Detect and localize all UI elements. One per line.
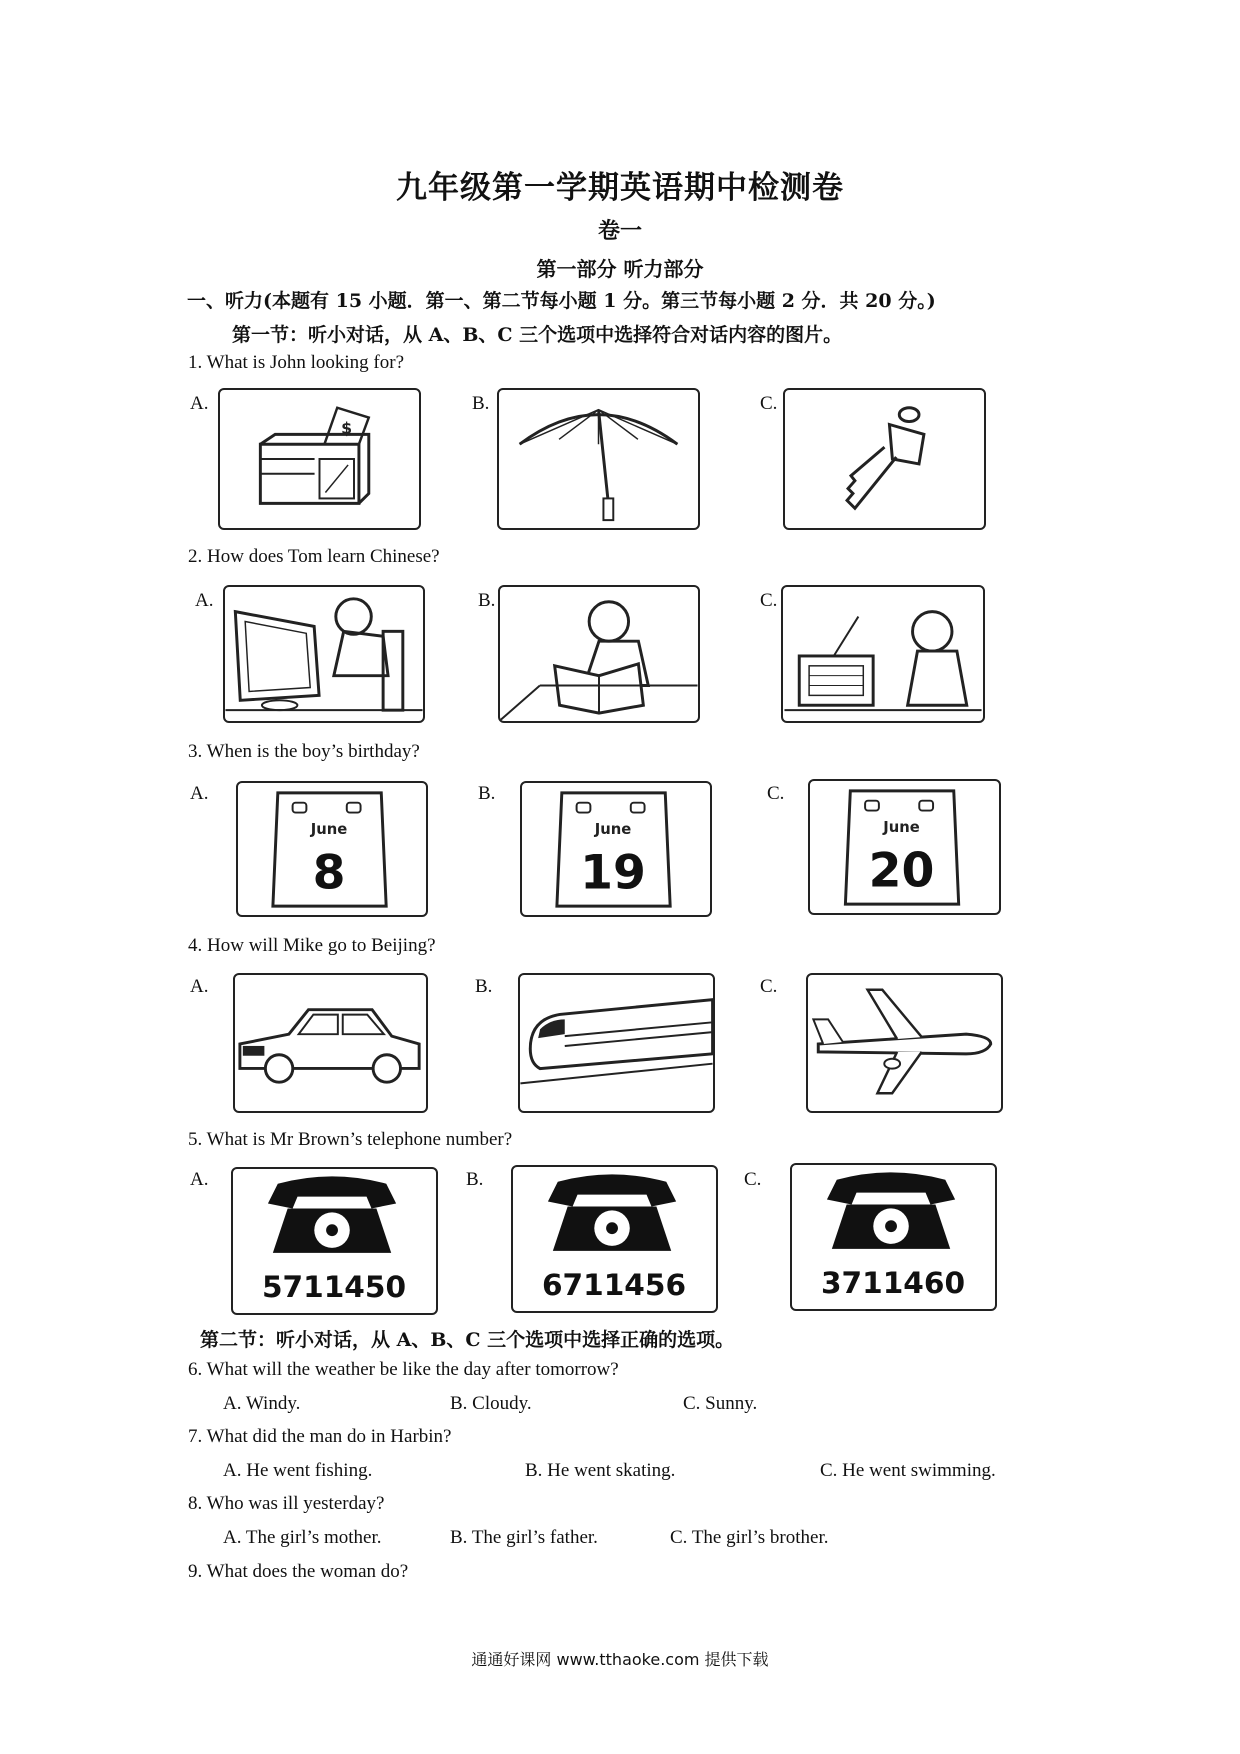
option-label-a: A. — [190, 1169, 209, 1190]
question-3: 3. When is the boy’s birthday? — [188, 741, 420, 762]
paper-label: 卷一 — [597, 218, 642, 244]
option-2a-picture[interactable] — [223, 585, 425, 723]
option-label-c: C. — [760, 590, 778, 611]
key-icon — [785, 390, 984, 528]
question-2: 2. How does Tom learn Chinese? — [188, 546, 440, 567]
question-4: 4. How will Mike go to Beijing? — [188, 935, 436, 956]
computer-icon — [225, 587, 423, 721]
option-label-a: A. — [195, 590, 214, 611]
option-3c-picture[interactable] — [808, 779, 1001, 915]
telephone-icon — [233, 1169, 436, 1313]
calendar-day-label: 8 — [312, 845, 346, 901]
car-icon — [235, 975, 426, 1111]
option-6c[interactable]: C. Sunny. — [683, 1393, 758, 1414]
option-label-a: A. — [190, 393, 209, 414]
section-heading: 一、听力(本题有 15 小题．第一、第二节每小题 1 分。第三节每小题 2 分．共 20 分。) — [187, 290, 936, 312]
option-5a-picture[interactable] — [231, 1167, 438, 1315]
footer-credit: 通通好课网 www.tthaoke.com 提供下载 — [471, 1650, 769, 1669]
option-label-b: B. — [478, 590, 496, 611]
option-8b[interactable]: B. The girl’s father. — [450, 1527, 598, 1548]
option-label-c: C. — [744, 1169, 762, 1190]
calendar-icon — [238, 783, 426, 915]
option-5b-picture[interactable] — [511, 1165, 718, 1313]
option-1b-picture[interactable] — [497, 388, 700, 530]
option-5c-picture[interactable] — [790, 1163, 997, 1311]
option-1c-picture[interactable] — [783, 388, 986, 530]
telephone-icon — [792, 1165, 995, 1309]
sub-section-2-instruction: 第二节：听小对话，从 A、B、C 三个选项中选择正确的选项。 — [200, 1329, 735, 1351]
question-6: 6. What will the weather be like the day after tomorrow? — [188, 1359, 619, 1380]
calendar-day-label: 20 — [868, 843, 935, 899]
question-1: 1. What is John looking for? — [188, 352, 405, 373]
umbrella-icon — [499, 390, 698, 528]
question-8: 8. Who was ill yesterday? — [188, 1493, 385, 1514]
option-label-b: B. — [475, 976, 493, 997]
calendar-icon — [522, 783, 710, 915]
plane-icon — [808, 975, 1001, 1111]
phone-number-label: 5711450 — [261, 1270, 407, 1305]
question-9: 9. What does the woman do? — [188, 1561, 409, 1582]
phone-number-label: 3711460 — [820, 1266, 966, 1301]
option-6b[interactable]: B. Cloudy. — [450, 1393, 532, 1414]
option-label-c: C. — [760, 393, 778, 414]
svg-text:$: $ — [341, 418, 353, 438]
option-8a[interactable]: A. The girl’s mother. — [223, 1527, 382, 1548]
calendar-month-label: June — [594, 821, 632, 839]
option-label-b: B. — [466, 1169, 484, 1190]
option-4b-picture[interactable] — [518, 973, 715, 1113]
option-1a-picture[interactable] — [218, 388, 421, 530]
telephone-icon — [513, 1167, 716, 1311]
option-label-a: A. — [190, 976, 209, 997]
question-7: 7. What did the man do in Harbin? — [188, 1426, 452, 1447]
radio-icon — [783, 587, 983, 721]
option-6a[interactable]: A. Windy. — [223, 1393, 301, 1414]
book-icon — [500, 587, 698, 721]
option-2c-picture[interactable] — [781, 585, 985, 723]
wallet-icon — [220, 390, 419, 528]
sub-section-1-instruction: 第一节：听小对话，从 A、B、C 三个选项中选择符合对话内容的图片。 — [232, 324, 843, 346]
page-title: 九年级第一学期英语期中检测卷 — [396, 170, 844, 206]
option-label-b: B. — [472, 393, 490, 414]
option-4c-picture[interactable] — [806, 973, 1003, 1113]
phone-number-label: 6711456 — [541, 1268, 687, 1303]
option-label-b: B. — [478, 783, 496, 804]
option-4a-picture[interactable] — [233, 973, 428, 1113]
calendar-month-label: June — [883, 819, 920, 837]
train-icon — [520, 975, 713, 1111]
option-7b[interactable]: B. He went skating. — [525, 1460, 676, 1481]
option-3a-picture[interactable] — [236, 781, 428, 917]
option-7c[interactable]: C. He went swimming. — [820, 1460, 996, 1481]
option-7a[interactable]: A. He went fishing. — [223, 1460, 373, 1481]
part-heading: 第一部分 听力部分 — [536, 257, 704, 281]
option-3b-picture[interactable] — [520, 781, 712, 917]
question-5: 5. What is Mr Brown’s telephone number? — [188, 1129, 513, 1150]
option-label-a: A. — [190, 783, 209, 804]
option-8c[interactable]: C. The girl’s brother. — [670, 1527, 829, 1548]
calendar-icon — [810, 781, 999, 913]
option-label-c: C. — [767, 783, 785, 804]
calendar-month-label: June — [310, 821, 348, 839]
option-2b-picture[interactable] — [498, 585, 700, 723]
option-label-c: C. — [760, 976, 778, 997]
calendar-day-label: 19 — [580, 845, 646, 901]
